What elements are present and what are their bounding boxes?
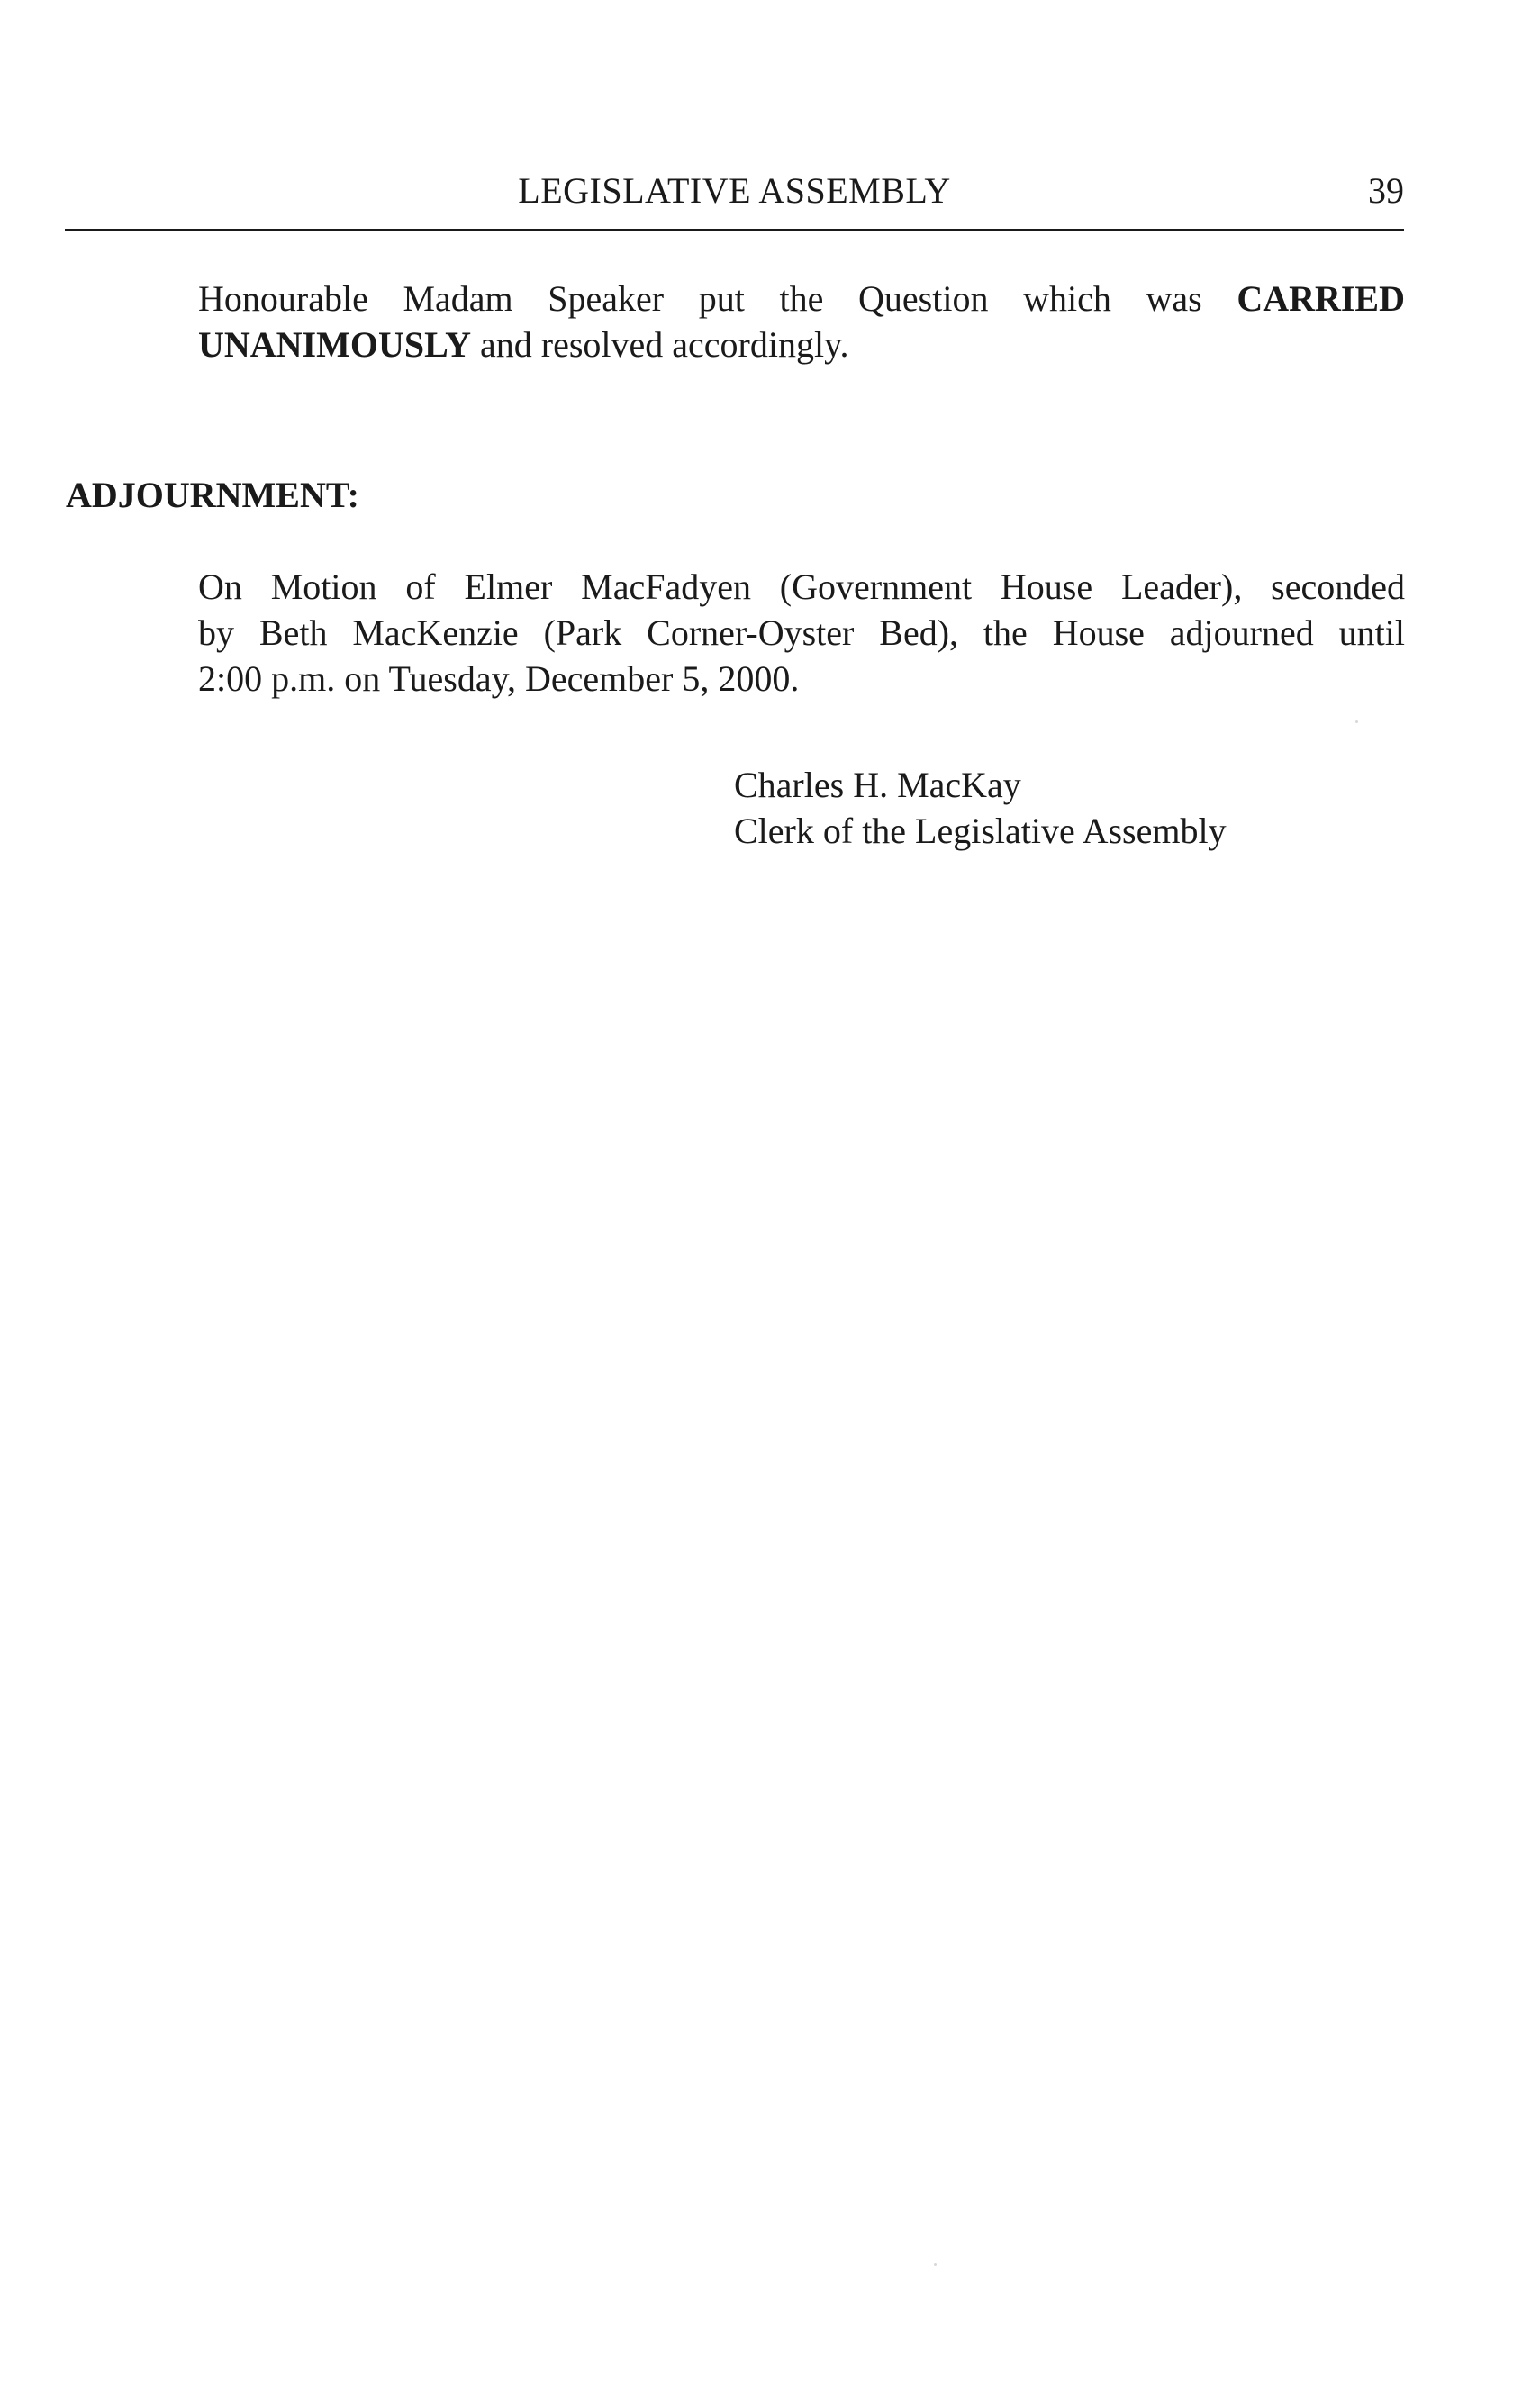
scan-speck [1355, 720, 1358, 723]
paragraph-line [198, 276, 1405, 322]
page-number: 39 [1368, 170, 1404, 211]
page-header-title: LEGISLATIVE ASSEMBLY [518, 170, 951, 211]
paragraph-line [198, 322, 1405, 367]
bold-result-text: UNANIMOUSLY [198, 324, 472, 365]
page-header [65, 166, 1404, 231]
paragraph-line: by Beth MacKenzie (Park Corner-Oyster Bed), the House adjourned until [198, 612, 1405, 653]
signature-block [734, 762, 1227, 854]
adjournment-heading: ADJOURNMENT: [66, 475, 359, 515]
signature-name: Charles H. MacKay [734, 765, 1021, 805]
adjournment-paragraph [198, 564, 1405, 702]
paragraph-text: Honourable Madam Speaker put the Question which was [198, 278, 1237, 319]
bold-result-text: CARRIED [1237, 278, 1405, 319]
paragraph-line: 2:00 p.m. on Tuesday, December 5, 2000. [198, 658, 800, 699]
scan-speck [934, 2263, 937, 2266]
question-result-paragraph [198, 276, 1405, 367]
signature-title: Clerk of the Legislative Assembly [734, 811, 1227, 851]
paragraph-line: On Motion of Elmer MacFadyen (Government House Leader), seconded [198, 566, 1405, 607]
paragraph-text: and resolved accordingly. [471, 324, 849, 365]
